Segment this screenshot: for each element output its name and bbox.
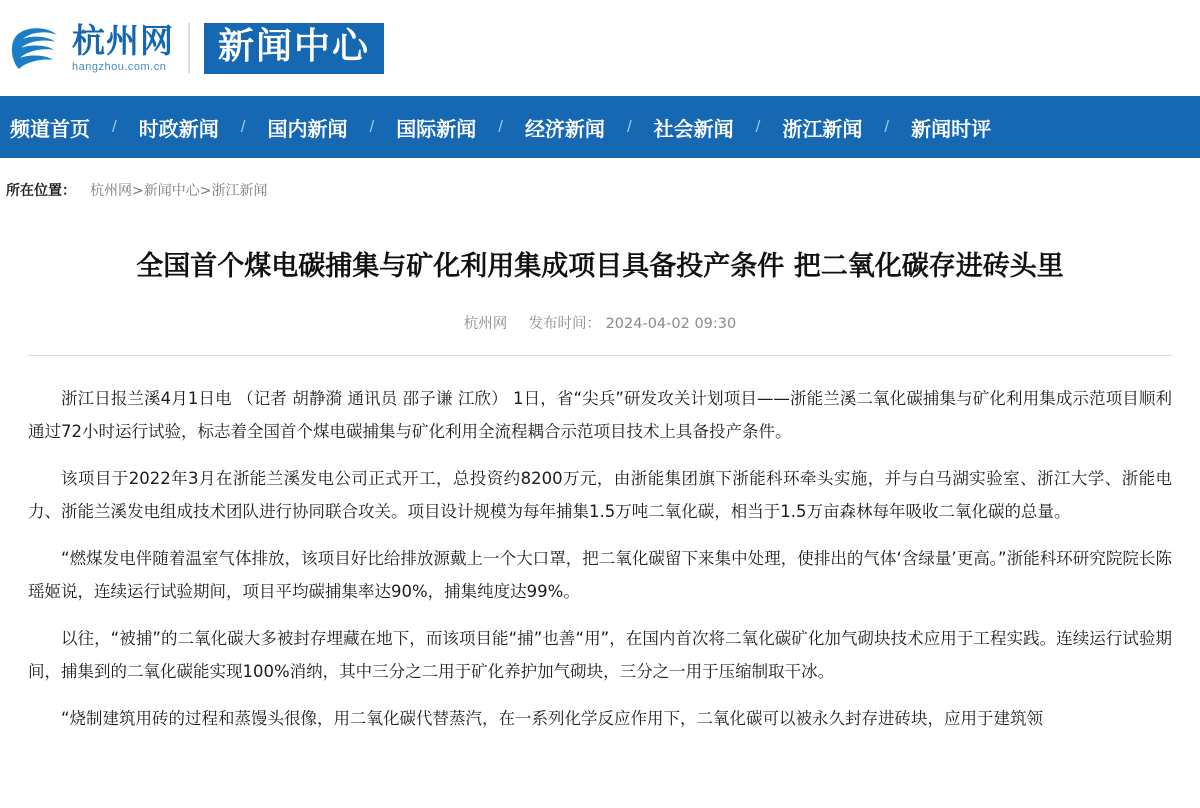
breadcrumb-label: 所在位置： [6, 183, 76, 199]
article-paragraph: 该项目于2022年3月在浙能兰溪发电公司正式开工，总投资约8200万元，由浙能集团旗下浙能科环牵头实施，并与白马湖实验室、浙江大学、浙能电力、浙能兰溪发电组成技术团队进行协同联合攻关。项目设计规模为每年捕集1.5万吨二氧化碳，相当于1.5万亩森林每年吸收二氧化碳的总量。 [28, 468, 1172, 521]
publish-time-value: 2024-04-02 09:30 [605, 315, 737, 332]
nav-separator: / [240, 117, 246, 136]
article [0, 248, 1200, 735]
nav-separator: / [884, 117, 890, 136]
article-meta [28, 312, 1172, 333]
nav-separator: / [498, 117, 503, 136]
masthead-divider [188, 23, 190, 73]
nav-item-6[interactable]: 浙江新闻 [782, 116, 863, 141]
nav-separator: / [112, 117, 117, 136]
nav-item-4[interactable]: 经济新闻 [524, 116, 605, 141]
nav-separator: / [626, 117, 632, 136]
nav-item-1[interactable]: 时政新闻 [138, 116, 219, 141]
logo-domain: hangzhou.com.cn [72, 60, 167, 73]
nav-item-5[interactable]: 社会新闻 [653, 116, 734, 141]
logo-site-name: 杭州网 [72, 20, 174, 60]
nav-item-7[interactable]: 新闻时评 [911, 116, 992, 141]
wave-swirl-logo-icon [8, 19, 66, 77]
article-source: 杭州网 [463, 315, 508, 332]
meta-divider [28, 355, 1172, 356]
section-badge[interactable]: 新闻中心 [204, 23, 384, 74]
article-paragraph: “烧制建筑用砖的过程和蒸馒头很像，用二氧化碳代替蒸汽，在一系列化学反应作用下，二氧化碳可以被永久封存进砖块，应用于建筑领 [61, 708, 1044, 728]
breadcrumb-path[interactable]: 杭州网>新闻中心>浙江新闻 [90, 183, 268, 199]
breadcrumb [0, 158, 1200, 218]
site-logo[interactable] [8, 19, 174, 77]
article-paragraph: 浙江日报兰溪4月1日电 （记者 胡静漪 通讯员 邵子谦 江欣） 1日，省“尖兵”研发攻关计划项目——浙能兰溪二氧化碳捕集与矿化利用集成示范项目顺利通过72小时运行试验，标志着全国首个煤电碳捕集与矿化利用全流程耦合示范项目技术上具备投产条件。 [28, 388, 1172, 441]
nav-separator: / [369, 117, 375, 136]
nav-separator: / [755, 117, 761, 136]
article-paragraph: “燃煤发电伴随着温室气体排放，该项目好比给排放源戴上一个大口罩，把二氧化碳留下来集中处理，使排出的气体‘含绿量’更高。”浙能科环研究院院长陈瑶姬说，连续运行试验期间，项目平均碳捕集率达90%，捕集纯度达99%。 [28, 548, 1172, 601]
masthead [0, 0, 1200, 96]
article-paragraph: 以往，“被捕”的二氧化碳大多被封存埋藏在地下，而该项目能“捕”也善“用”，在国内首次将二氧化碳矿化加气砌块技术应用于工程实践。连续运行试验期间，捕集到的二氧化碳能实现100%消纳，其中三分之二用于矿化养护加气砌块，三分之一用于压缩制取干冰。 [28, 628, 1172, 681]
nav-item-0[interactable]: 频道首页 [10, 116, 90, 141]
page-title: 全国首个煤电碳捕集与矿化利用集成项目具备投产条件 把二氧化碳存进砖头里 [136, 251, 1064, 282]
nav-item-2[interactable]: 国内新闻 [267, 116, 348, 141]
nav-item-3[interactable]: 国际新闻 [396, 116, 477, 141]
publish-time-label: 发布时间： [528, 315, 601, 332]
article-body [28, 382, 1172, 735]
main-navigation [0, 96, 1200, 158]
